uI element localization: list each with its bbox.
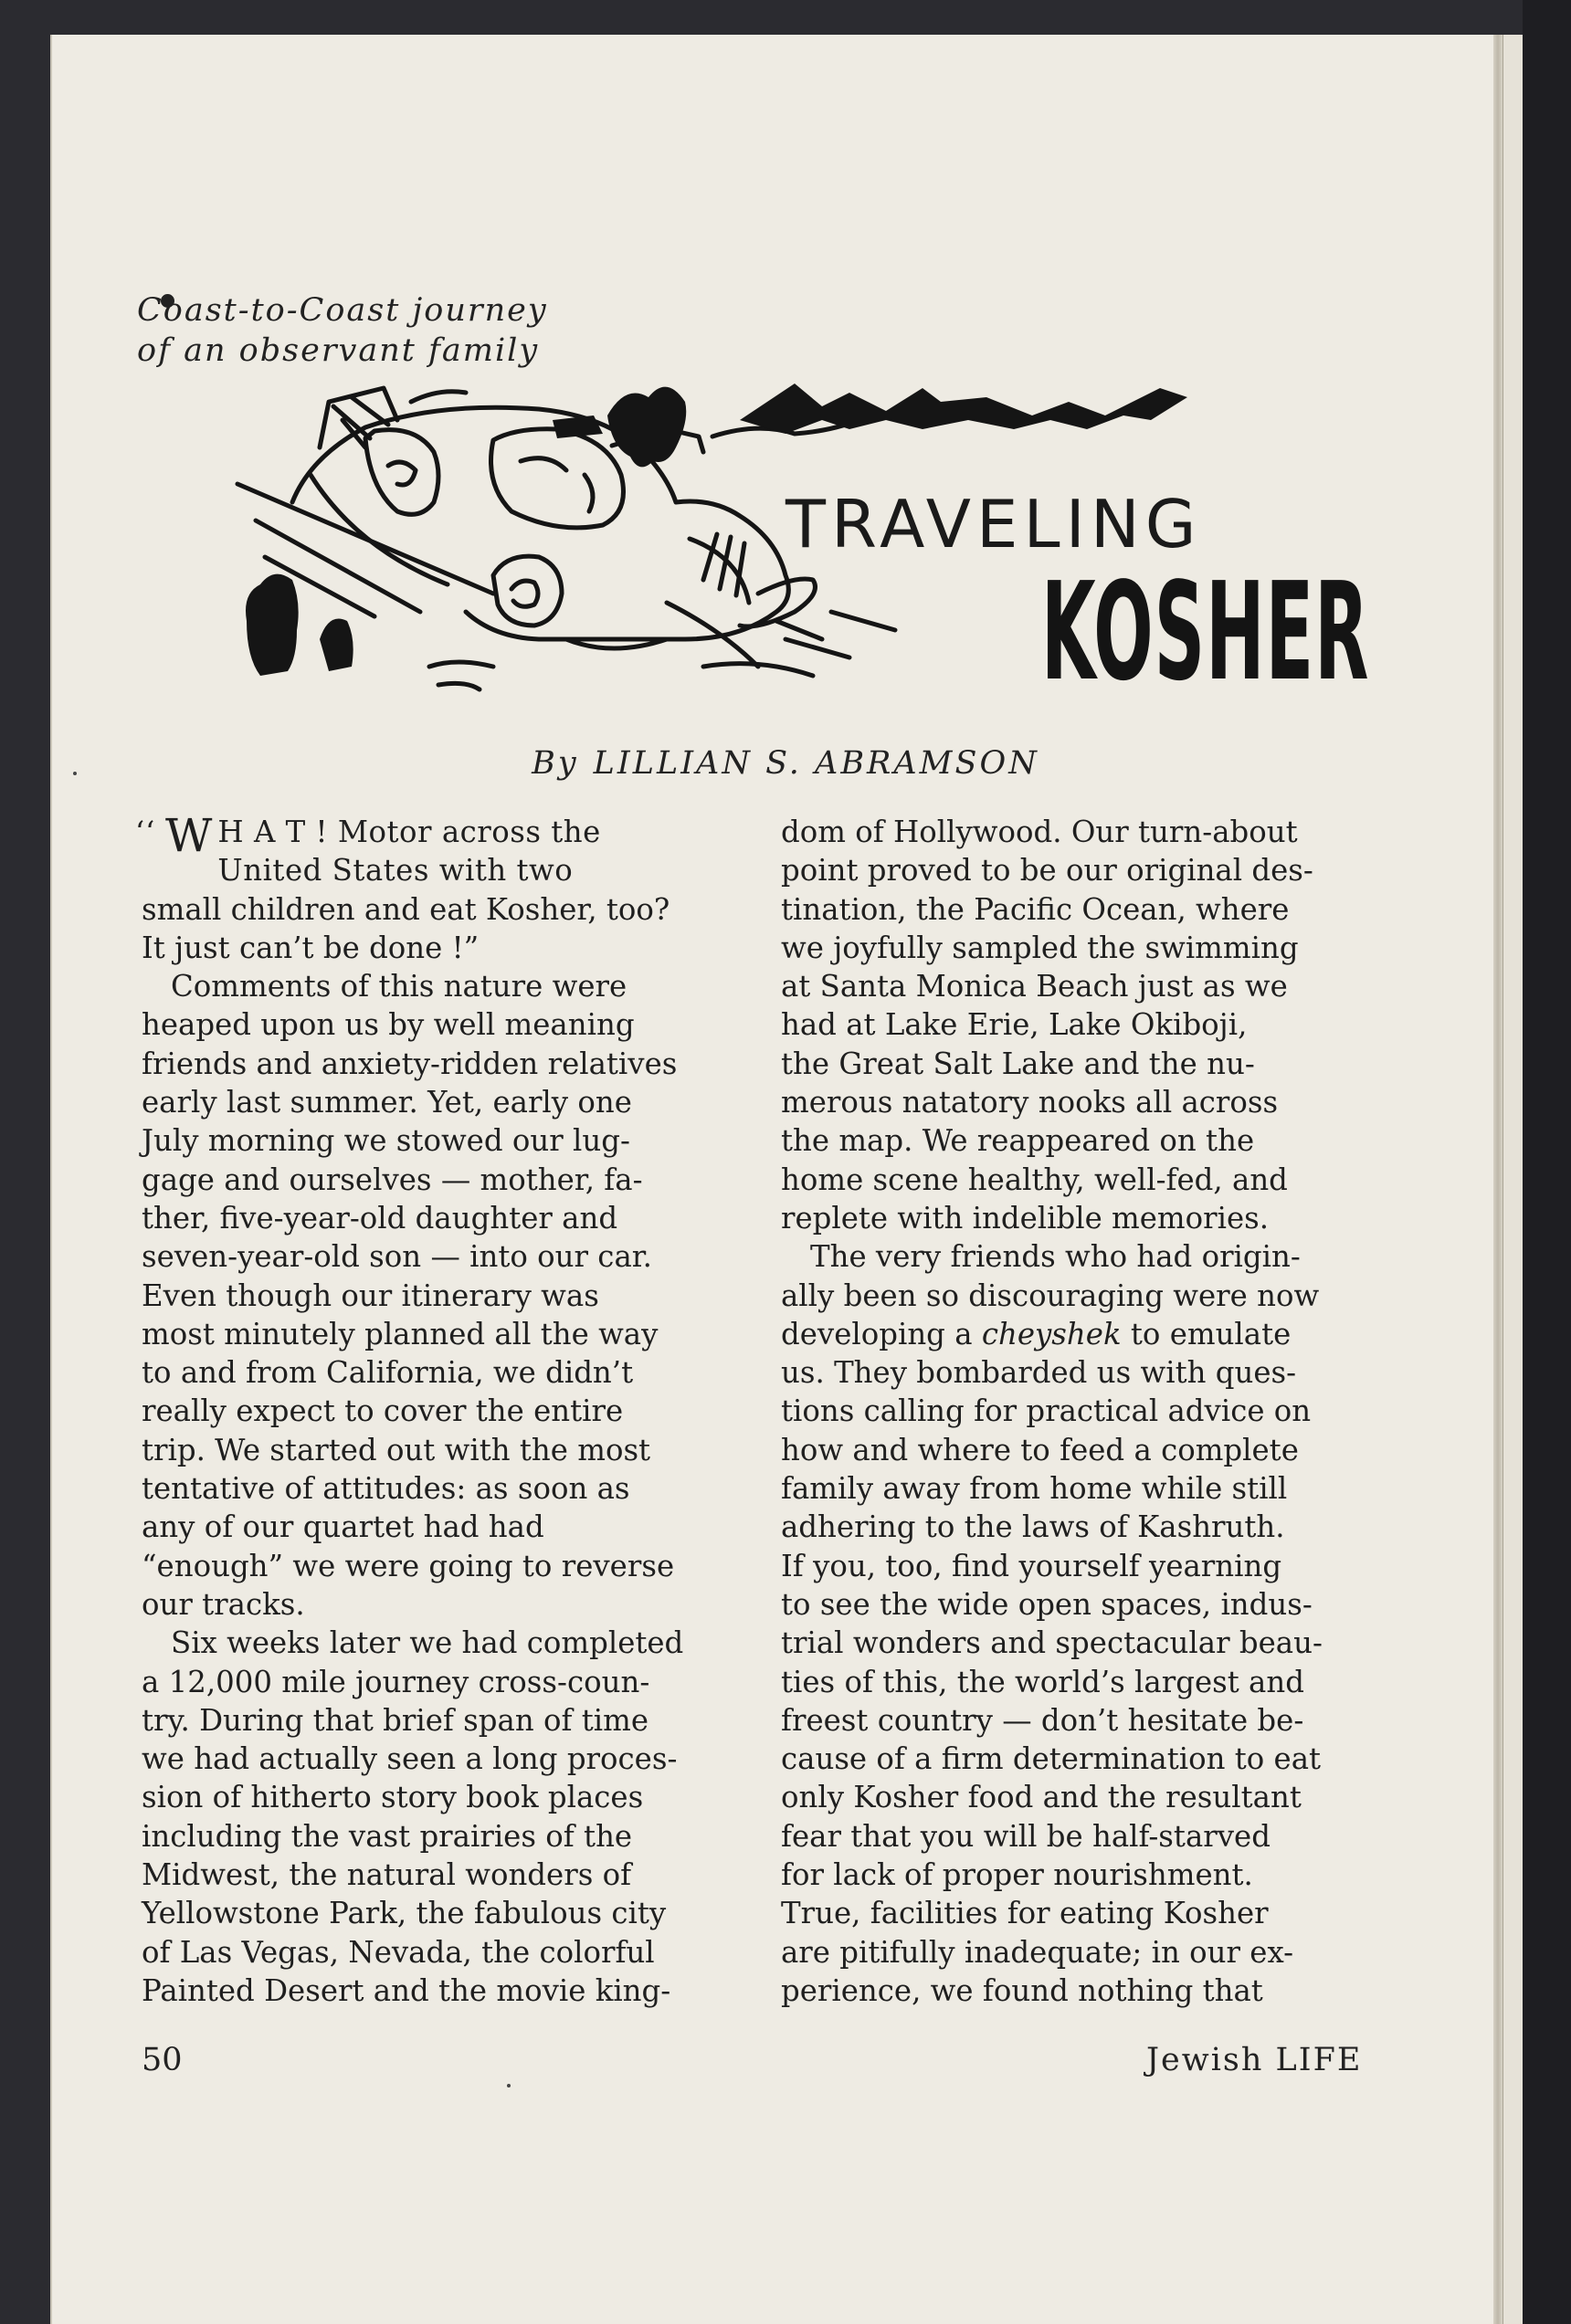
right-line-7: the Great Salt Lake and the nu- — [781, 1046, 1255, 1081]
byline-author: LILLIAN S. ABRAMSON — [593, 745, 1039, 782]
title-line-2: KOSHER — [1041, 553, 1370, 710]
right-line-30: are pitifully inadequate; in our ex- — [781, 1934, 1294, 1970]
right-line-8: merous natatory nooks all across — [781, 1085, 1279, 1120]
left-line-14: to and from California, we didn’t — [142, 1355, 634, 1391]
right-line-9: the map. We reappeared on the — [781, 1123, 1255, 1159]
right-line-1: dom of Hollywood. Our turn-about — [781, 815, 1298, 849]
tagline-line-2: of an observant family — [137, 332, 540, 369]
right-line-29: True, facilities for eating Kosher — [781, 1896, 1269, 1931]
opening-line-rest: H A T ! Motor across the — [217, 815, 601, 849]
right-line-20: If you, too, find yourself yearning — [781, 1548, 1282, 1583]
right-line-4: we joyfully sampled the swimming — [781, 930, 1299, 965]
left-line-7: early last summer. Yet, early one — [142, 1085, 632, 1120]
right-line-5: at Santa Monica Beach just as we — [781, 969, 1288, 1004]
left-column-lines — [142, 890, 743, 2011]
article-column-right — [781, 813, 1382, 2010]
left-line-16: trip. We started out with the most — [142, 1432, 651, 1467]
right-line-10: home scene healthy, well-fed, and — [781, 1162, 1288, 1197]
left-line-19: “enough” we were going to reverse — [142, 1548, 675, 1583]
next-page-edge — [1502, 35, 1524, 2324]
left-line-23: try. During that brief span of time — [142, 1702, 649, 1738]
opening-paragraph — [135, 809, 743, 890]
publication-name: Jewish LIFE — [1146, 2042, 1363, 2078]
right-line-24: freest country — don’t hesitate be- — [781, 1702, 1304, 1738]
left-line-17: tentative of attitudes: as soon as — [142, 1471, 630, 1507]
right-line-28: for lack of proper nourishment. — [781, 1857, 1253, 1893]
drop-cap: W — [165, 809, 213, 862]
right-line-14b: to emulate — [1130, 1316, 1292, 1351]
right-line-15: us. They bombarded us with ques- — [781, 1355, 1297, 1391]
left-line-29: of Las Vegas, Nevada, the colorful — [142, 1934, 655, 1970]
right-column-lines — [781, 813, 1382, 2010]
right-line-22: trial wonders and spectacular beau- — [781, 1625, 1323, 1661]
right-line-11: replete with indelible memories. — [781, 1200, 1270, 1236]
right-line-25: cause of a firm determination to eat — [781, 1741, 1322, 1777]
right-line-19: adhering to the laws of Kashruth. — [781, 1509, 1285, 1545]
right-line-14a: developing a — [781, 1316, 973, 1351]
page-number: 50 — [142, 2042, 183, 2078]
article-column-left — [135, 809, 743, 2010]
left-line-28: Yellowstone Park, the fabulous city — [142, 1896, 667, 1931]
left-line-21: Six weeks later we had completed — [171, 1625, 684, 1661]
left-line-4: Comments of this nature were — [171, 969, 627, 1004]
left-line-25: sion of hitherto story book places — [142, 1780, 644, 1815]
paper-speck — [73, 772, 77, 775]
yiddish-term: cheyshek — [981, 1316, 1122, 1351]
article-tagline — [137, 290, 548, 371]
right-line-16: tions calling for practical advice on — [781, 1393, 1312, 1429]
paper-speck — [507, 2084, 511, 2087]
left-line-18: any of our quartet had had — [142, 1509, 544, 1545]
right-line-27: fear that you will be half-starved — [781, 1818, 1271, 1854]
left-line-6: friends and anxiety-ridden relatives — [142, 1046, 678, 1081]
right-line-21: to see the wide open spaces, indus- — [781, 1586, 1313, 1622]
left-line-24: we had actually seen a long proces- — [142, 1741, 678, 1777]
left-line-26: including the vast prairies of the — [142, 1818, 633, 1854]
title-line-1: TRAVELING — [786, 486, 1202, 563]
opening-quote: ‘‘ — [135, 815, 156, 849]
left-line-9: gage and ourselves — mother, fa- — [142, 1162, 643, 1197]
scan-background — [1523, 0, 1571, 2324]
right-line-26: only Kosher food and the resultant — [781, 1780, 1302, 1815]
left-line-2: small children and eat Kosher, too? — [142, 891, 670, 927]
left-line-1: United States with two — [217, 853, 574, 889]
page-gutter — [1493, 35, 1502, 2324]
left-line-27: Midwest, the natural wonders of — [142, 1857, 632, 1893]
left-line-11: seven-year-old son — into our car. — [142, 1239, 652, 1275]
right-line-14 — [781, 1315, 1382, 1353]
right-line-6: had at Lake Erie, Lake Okiboji, — [781, 1007, 1248, 1043]
left-line-13: most minutely planned all the way — [142, 1316, 659, 1351]
right-line-12: The very friends who had origin- — [810, 1239, 1301, 1275]
right-line-13: ally been so discouraging were now — [781, 1278, 1320, 1313]
left-line-12: Even though our itinerary was — [142, 1278, 599, 1313]
right-line-2: point proved to be our original des- — [781, 853, 1313, 889]
byline — [0, 745, 1571, 782]
left-line-15: really expect to cover the entire — [142, 1393, 624, 1429]
left-line-3: It just can’t be done !” — [142, 930, 480, 965]
right-line-18: family away from home while still — [781, 1471, 1288, 1507]
left-line-8: July morning we stowed our lug- — [142, 1123, 630, 1159]
byline-prefix: By — [532, 745, 579, 782]
tagline-line-1: Coast-to-Coast journey — [137, 292, 548, 329]
left-line-30: Painted Desert and the movie king- — [142, 1972, 671, 2008]
left-line-10: ther, five-year-old daughter and — [142, 1200, 618, 1236]
left-line-5: heaped upon us by well meaning — [142, 1007, 635, 1043]
right-line-23: ties of this, the world’s largest and — [781, 1664, 1304, 1699]
left-line-20: our tracks. — [142, 1586, 305, 1622]
right-line-17: how and where to feed a complete — [781, 1432, 1299, 1467]
right-line-31: perience, we found nothing that — [781, 1972, 1263, 2008]
left-line-22: a 12,000 mile journey cross-coun- — [142, 1664, 650, 1699]
right-line-3: tination, the Pacific Ocean, where — [781, 891, 1290, 927]
